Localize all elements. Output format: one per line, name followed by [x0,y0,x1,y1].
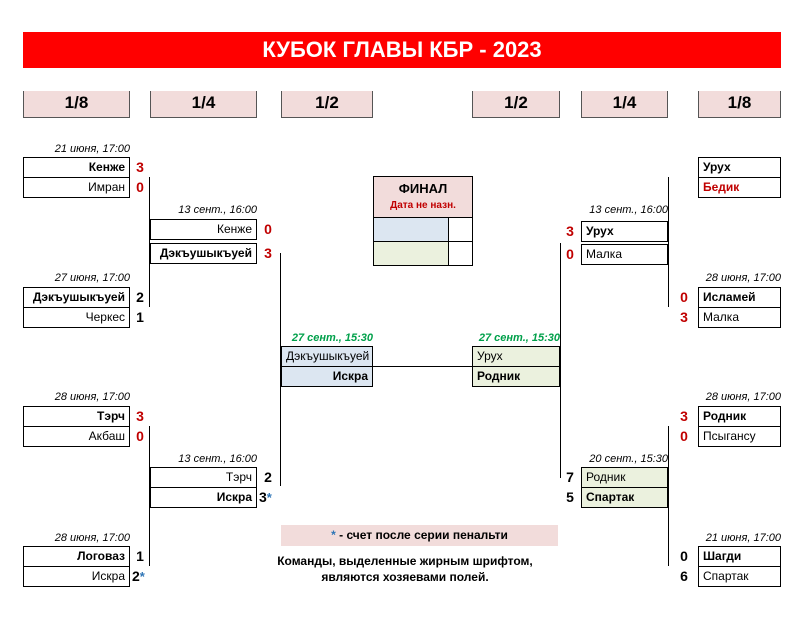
team-away: Искра [23,566,130,587]
score-value: 3 [259,489,267,505]
team-away: Спартак [581,487,668,508]
bracket-line [668,177,669,307]
final-date: Дата не назн. [390,200,456,211]
penalty-note-text: - счет после серии пенальти [335,528,508,542]
score-home: 0 [680,289,688,305]
match-date: 28 июня, 17:00 [54,391,130,403]
score-home: 1 [136,548,144,564]
team-home: Тэрч [150,467,257,488]
penalty-star: * [139,569,145,584]
score-away [132,566,154,587]
score-home: 0 [680,548,688,564]
team-home: Кенже [23,157,130,178]
final-team-right [374,241,449,265]
team-home: Урух [472,346,560,367]
team-home: Дэкъушыкъуей [23,287,130,308]
page-title: КУБОК ГЛАВЫ КБР - 2023 [23,32,781,68]
team-away: Акбаш [23,426,130,447]
bracket-line [668,426,669,566]
team-away: Имран [23,177,130,198]
round-header-left-sf: 1/2 [281,90,373,118]
score-home: 3 [566,223,574,239]
penalty-star: * [266,490,272,505]
score-away: 0 [566,246,574,262]
round-header-left-r16: 1/8 [23,90,130,118]
match-date: 28 июня, 17:00 [54,532,130,544]
host-note-line1: Команды, выделенные жирным шрифтом, [277,554,533,568]
score-home: 3 [136,408,144,424]
team-away: Искра [150,487,257,508]
team-home: Урух [698,157,781,178]
round-header-right-r16: 1/8 [698,90,781,118]
team-away: Дэкъушыкъуей [150,243,257,264]
match-date: 13 сент., 16:00 [178,204,257,216]
score-home: 2 [136,289,144,305]
score-away: 0 [136,428,144,444]
round-header-left-qf: 1/4 [150,90,257,118]
score-away: 3 [264,245,272,261]
team-home: Тэрч [23,406,130,427]
penalty-note-star: * [331,528,336,542]
score-away: 1 [136,309,144,325]
score-home: 3 [136,159,144,175]
match-date: 21 июня, 17:00 [705,532,781,544]
score-home: 7 [566,469,574,485]
score-home: 0 [264,221,272,237]
match-date: 28 июня, 17:00 [705,272,781,284]
match-date: 21 июня, 17:00 [54,143,130,155]
match-date: 27 сент., 15:30 [291,332,373,344]
match-date: 27 сент., 15:30 [478,332,560,344]
final-box [373,176,473,266]
score-value: 2 [132,568,140,584]
final-score-left [449,217,472,241]
match-date: 28 июня, 17:00 [705,391,781,403]
score-home: 2 [264,469,272,485]
team-away: Малка [581,244,668,265]
penalty-note [281,525,558,546]
match-date: 13 сент., 16:00 [178,453,257,465]
score-away: 6 [680,568,688,584]
round-header-right-qf: 1/4 [581,90,668,118]
final-team-left [374,217,449,241]
match-date: 13 сент., 16:00 [589,204,668,216]
team-home: Родник [698,406,781,427]
team-away: Искра [281,366,373,387]
team-home: Родник [581,467,668,488]
score-away: 5 [566,489,574,505]
final-title: ФИНАЛ [398,181,448,196]
team-away: Псыгансу [698,426,781,447]
match-date: 20 сент., 15:30 [589,453,668,465]
team-away: Малка [698,307,781,328]
team-away: Родник [472,366,560,387]
match-date: 27 июня, 17:00 [54,272,130,284]
team-away: Черкес [23,307,130,328]
final-header [374,177,472,217]
team-away: Бедик [698,177,781,198]
team-home: Исламей [698,287,781,308]
score-away: 0 [136,179,144,195]
host-note-line2: являются хозяевами полей. [321,570,489,584]
final-score-right [449,241,472,265]
team-home: Логоваз [23,546,130,567]
score-away [259,487,281,508]
team-home: Кенже [150,219,257,240]
score-home: 3 [680,408,688,424]
bracket-line [149,177,150,307]
team-away: Спартак [698,566,781,587]
score-away: 3 [680,309,688,325]
team-home: Шагди [698,546,781,567]
team-home: Дэкъушыкъуей [281,346,373,367]
bracket-line [560,243,561,478]
bracket-line [373,366,472,367]
score-away: 0 [680,428,688,444]
round-header-right-sf: 1/2 [472,90,560,118]
team-home: Урух [581,221,668,242]
host-note [240,553,570,585]
